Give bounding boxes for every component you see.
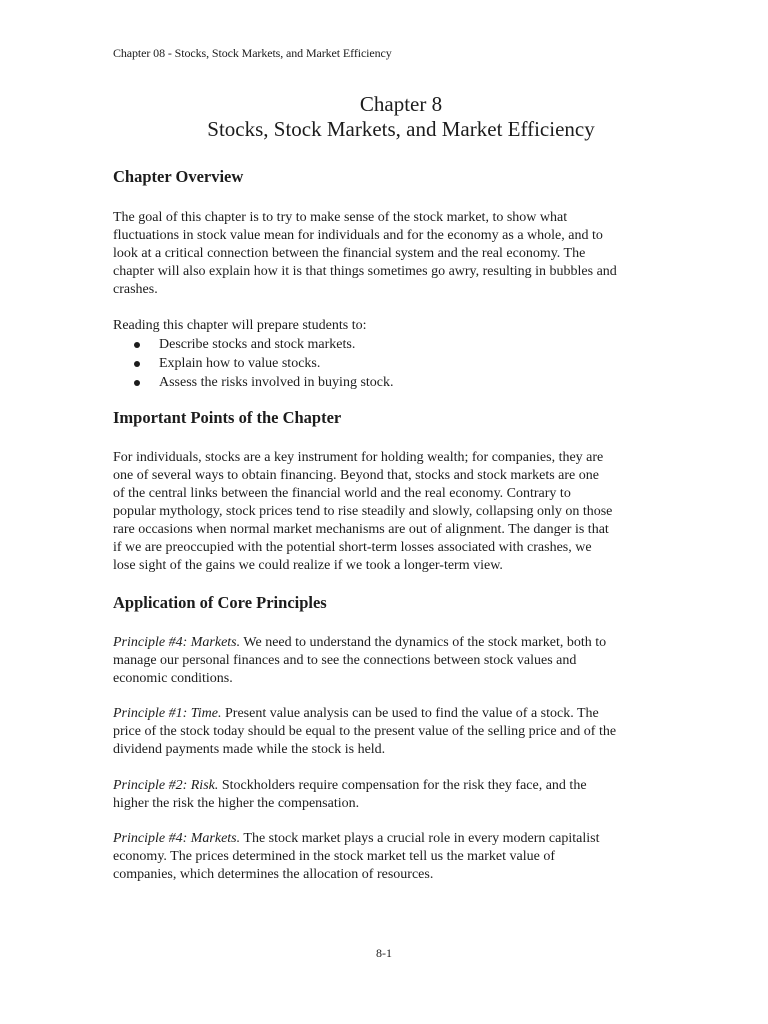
text-line: economy. The prices determined in the stock market tell us the market value of (113, 849, 556, 864)
important-points-paragraph (113, 449, 643, 575)
text-line: chapter will also explain how it is that things sometimes go awry, resulting in bubbles and (113, 264, 617, 279)
principle-label: Principle #2: Risk. (113, 778, 219, 793)
text-line (113, 777, 643, 795)
text-line: crashes. (113, 282, 158, 297)
text-line (113, 634, 643, 652)
principle-label: Principle #4: Markets. (113, 831, 241, 846)
principle-text: Stockholders require compensation for the risk they face, and the (218, 778, 587, 793)
list-item (113, 374, 394, 393)
principle-paragraph (113, 705, 643, 759)
chapter-title (0, 92, 768, 142)
principle-label: Principle #4: Markets. (113, 635, 241, 650)
list-item (113, 355, 394, 374)
text-line: if we are preoccupied with the potential short-term losses associated with crashes, we (113, 540, 592, 555)
list-item (113, 336, 394, 355)
principle-label: Principle #1: Time. (113, 706, 222, 721)
bullet-icon (134, 380, 140, 386)
page-number-text: 8-1 (376, 946, 392, 960)
chapter-name: Stocks, Stock Markets, and Market Efficiency (207, 117, 595, 141)
principle-text: The stock market plays a crucial role in every modern capitalist (240, 831, 600, 846)
text-line: of the central links between the financial world and the real economy. Contrary to (113, 486, 571, 501)
bullet-icon (134, 361, 140, 367)
running-header: Chapter 08 - Stocks, Stock Markets, and Market Efficiency (113, 46, 392, 60)
text-line: manage our personal finances and to see the connections between stock values and (113, 653, 577, 668)
text-line: The goal of this chapter is to try to make sense of the stock market, to show what (113, 210, 568, 225)
principle-text: We need to understand the dynamics of the stock market, both to (240, 635, 607, 650)
list-item-text: Describe stocks and stock markets. (159, 337, 356, 352)
text-line: companies, which determines the allocation of resources. (113, 867, 434, 882)
section-heading-core-principles: Application of Core Principles (113, 593, 327, 612)
objectives-list (113, 336, 394, 393)
section-heading-important-points: Important Points of the Chapter (113, 408, 342, 427)
bullet-icon (134, 342, 140, 348)
text-line: fluctuations in stock value mean for individuals and for the economy as a whole, and to (113, 228, 603, 243)
chapter-number: Chapter 8 (359, 92, 443, 116)
text-line (113, 705, 643, 723)
text-line: lose sight of the gains we could realize if we took a longer-term view. (113, 558, 503, 573)
overview-paragraph (113, 209, 643, 299)
text-line: popular mythology, stock prices tend to rise steadily and slowly, collapsing only on those (113, 504, 613, 519)
text-line: look at a critical connection between the financial system and the real economy. The (113, 246, 586, 261)
principle-text: Present value analysis can be used to find the value of a stock. The (221, 706, 599, 721)
objectives-intro: Reading this chapter will prepare students to: (113, 318, 367, 333)
text-line: dividend payments made while the stock is held. (113, 742, 386, 757)
list-item-text: Explain how to value stocks. (159, 356, 321, 371)
principle-paragraph (113, 830, 643, 884)
principle-paragraph (113, 634, 643, 688)
text-line: rare occasions when normal market mechanisms are out of alignment. The danger is that (113, 522, 609, 537)
page-number (0, 946, 768, 961)
text-line: For individuals, stocks are a key instrument for holding wealth; for companies, they are (113, 450, 604, 465)
text-line: economic conditions. (113, 671, 233, 686)
text-line: higher the risk the higher the compensation. (113, 796, 360, 811)
list-item-text: Assess the risks involved in buying stock. (159, 375, 394, 390)
text-line (113, 830, 643, 848)
text-line: one of several ways to obtain financing. Beyond that, stocks and stock markets are one (113, 468, 599, 483)
text-line: price of the stock today should be equal to the present value of the selling price and of the (113, 724, 617, 739)
section-heading-overview: Chapter Overview (113, 167, 244, 186)
principle-paragraph (113, 777, 643, 813)
